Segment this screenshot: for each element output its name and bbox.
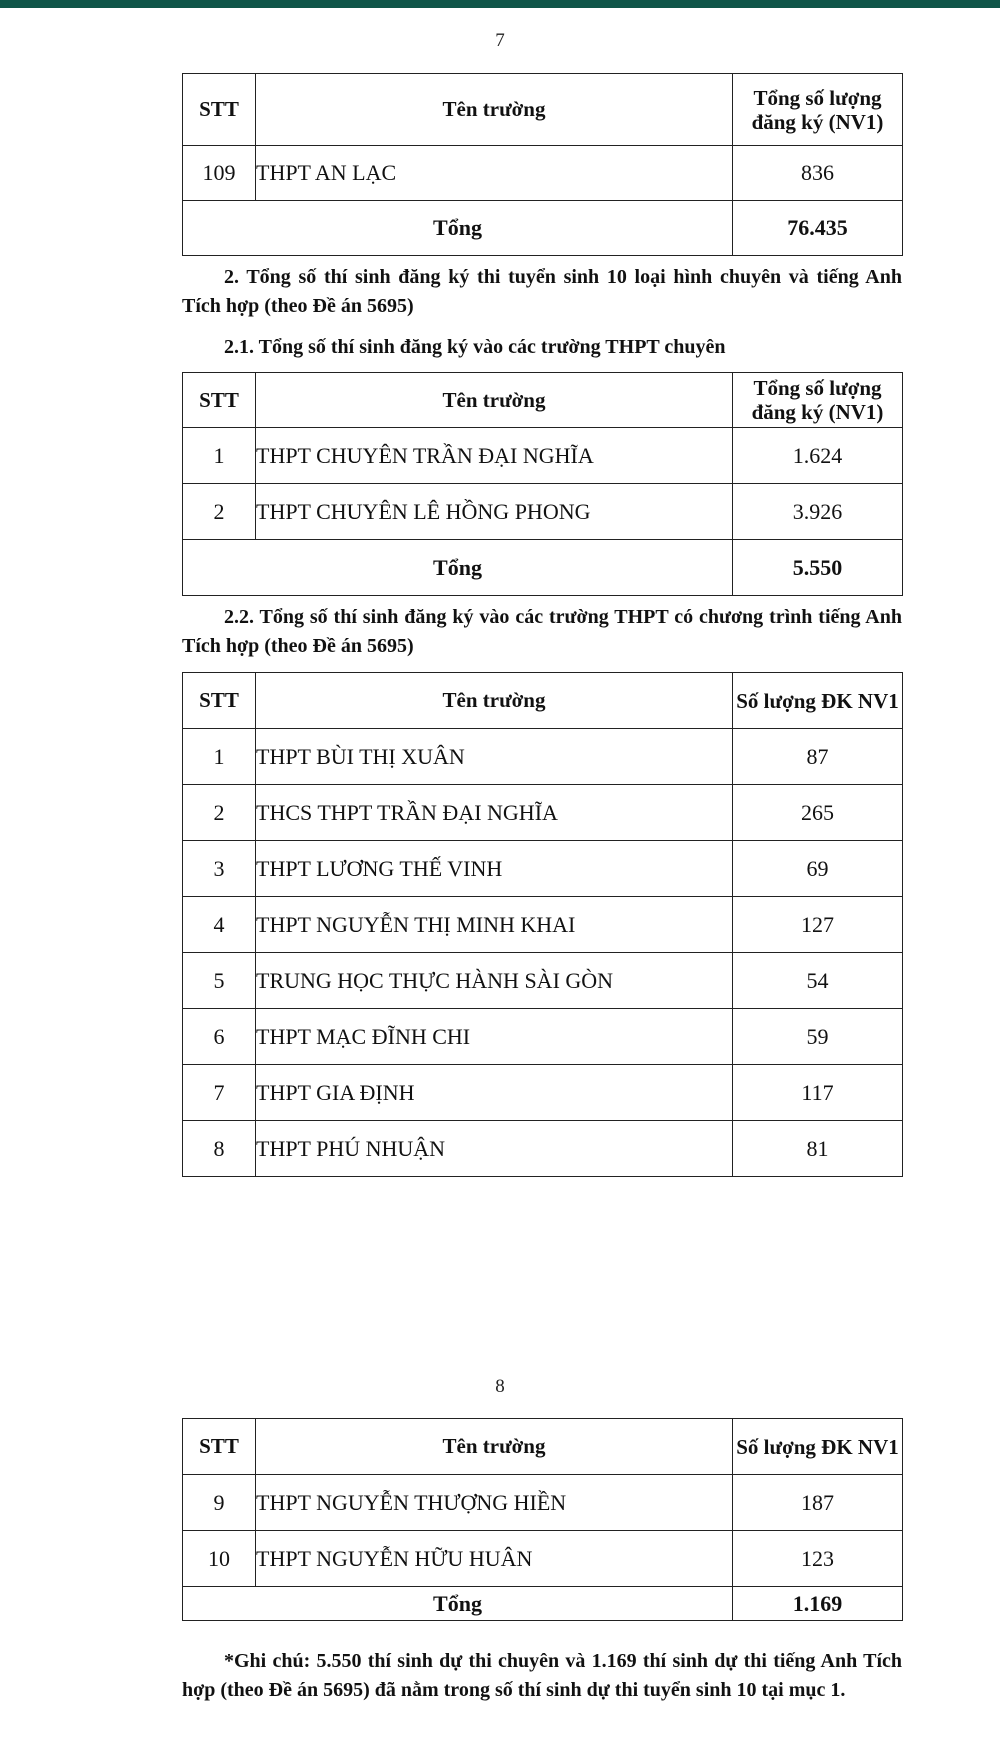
row-school-name: THPT CHUYÊN LÊ HỒNG PHONG <box>256 484 733 540</box>
header-school-name: Tên trường <box>256 1419 733 1475</box>
header-stt: STT <box>183 373 256 428</box>
section-2-heading: 2. Tổng số thí sinh đăng ký thi tuyển sinh 10 loại hình chuyên và tiếng Anh Tích hợp (theo Đề án 5695) <box>182 266 902 317</box>
row-stt: 2 <box>183 484 256 540</box>
registration-table-general <box>182 73 903 256</box>
row-school-name: THPT NGUYỄN HỮU HUÂN <box>256 1531 733 1587</box>
registration-table-integrated-english-continued <box>182 1418 903 1621</box>
row-stt: 1 <box>183 729 256 785</box>
row-stt: 10 <box>183 1531 256 1587</box>
table-row <box>183 729 903 785</box>
row-school-name: THPT NGUYỄN THƯỢNG HIỀN <box>256 1475 733 1531</box>
row-school-name: THPT MẠC ĐĨNH CHI <box>256 1009 733 1065</box>
table-row <box>183 1065 903 1121</box>
row-count: 1.624 <box>733 428 903 484</box>
section-2-1-heading: 2.1. Tổng số thí sinh đăng ký vào các trường THPT chuyên <box>224 336 726 358</box>
total-value: 1.169 <box>733 1587 903 1621</box>
row-count: 81 <box>733 1121 903 1177</box>
table-row <box>183 1009 903 1065</box>
table-header-row <box>183 373 903 428</box>
total-row <box>183 201 903 256</box>
row-stt: 7 <box>183 1065 256 1121</box>
footnote: *Ghi chú: 5.550 thí sinh dự thi chuyên và 1.169 thí sinh dự thi tiếng Anh Tích hợp (theo Đề án 5695) đã nằm trong số thí sinh dự thi tuyển sinh 10 tại mục 1. <box>182 1650 902 1701</box>
row-stt: 1 <box>183 428 256 484</box>
page-number: 8 <box>495 1376 505 1397</box>
header-registration-count: Số lượng ĐK NV1 <box>733 673 903 729</box>
table-header-row <box>183 673 903 729</box>
header-registration-count: Tổng số lượng đăng ký (NV1) <box>733 373 903 428</box>
row-count: 3.926 <box>733 484 903 540</box>
row-school-name: THPT BÙI THỊ XUÂN <box>256 729 733 785</box>
table-row <box>183 146 903 201</box>
row-count: 127 <box>733 897 903 953</box>
row-stt: 5 <box>183 953 256 1009</box>
header-school-name: Tên trường <box>256 373 733 428</box>
registration-table-integrated-english <box>182 672 903 1177</box>
total-row <box>183 540 903 596</box>
row-stt: 3 <box>183 841 256 897</box>
header-school-name: Tên trường <box>256 74 733 146</box>
header-registration-count: Số lượng ĐK NV1 <box>733 1419 903 1475</box>
table-row <box>183 1475 903 1531</box>
total-value: 76.435 <box>733 201 903 256</box>
table-header-row <box>183 74 903 146</box>
table-row <box>183 785 903 841</box>
row-stt: 8 <box>183 1121 256 1177</box>
row-stt: 9 <box>183 1475 256 1531</box>
top-bar <box>0 0 1000 8</box>
row-count: 117 <box>733 1065 903 1121</box>
row-count: 187 <box>733 1475 903 1531</box>
page-number: 7 <box>495 30 505 51</box>
table-row <box>183 897 903 953</box>
table-row <box>183 953 903 1009</box>
row-count: 87 <box>733 729 903 785</box>
section-2-2-heading: 2.2. Tổng số thí sinh đăng ký vào các trường THPT có chương trình tiếng Anh Tích hợp (theo Đề án 5695) <box>182 606 902 657</box>
table-row <box>183 1531 903 1587</box>
row-school-name: THPT GIA ĐỊNH <box>256 1065 733 1121</box>
row-count: 123 <box>733 1531 903 1587</box>
table-row <box>183 428 903 484</box>
row-count: 59 <box>733 1009 903 1065</box>
header-registration-count: Tổng số lượng đăng ký (NV1) <box>733 74 903 146</box>
total-value: 5.550 <box>733 540 903 596</box>
row-stt: 109 <box>183 146 256 201</box>
registration-table-specialized <box>182 372 903 596</box>
row-stt: 2 <box>183 785 256 841</box>
table-row <box>183 1121 903 1177</box>
total-label: Tổng <box>183 201 733 256</box>
total-label: Tổng <box>183 540 733 596</box>
header-stt: STT <box>183 1419 256 1475</box>
row-count: 265 <box>733 785 903 841</box>
total-row <box>183 1587 903 1621</box>
row-count: 69 <box>733 841 903 897</box>
row-school-name: TRUNG HỌC THỰC HÀNH SÀI GÒN <box>256 953 733 1009</box>
table-row <box>183 484 903 540</box>
row-school-name: THPT NGUYỄN THỊ MINH KHAI <box>256 897 733 953</box>
total-label: Tổng <box>183 1587 733 1621</box>
row-count: 836 <box>733 146 903 201</box>
row-school-name: THPT AN LẠC <box>256 146 733 201</box>
header-stt: STT <box>183 673 256 729</box>
table-header-row <box>183 1419 903 1475</box>
table-row <box>183 841 903 897</box>
row-count: 54 <box>733 953 903 1009</box>
row-school-name: THPT LƯƠNG THẾ VINH <box>256 841 733 897</box>
row-stt: 4 <box>183 897 256 953</box>
row-school-name: THPT CHUYÊN TRẦN ĐẠI NGHĨA <box>256 428 733 484</box>
row-stt: 6 <box>183 1009 256 1065</box>
row-school-name: THCS THPT TRẦN ĐẠI NGHĨA <box>256 785 733 841</box>
header-school-name: Tên trường <box>256 673 733 729</box>
header-stt: STT <box>183 74 256 146</box>
row-school-name: THPT PHÚ NHUẬN <box>256 1121 733 1177</box>
